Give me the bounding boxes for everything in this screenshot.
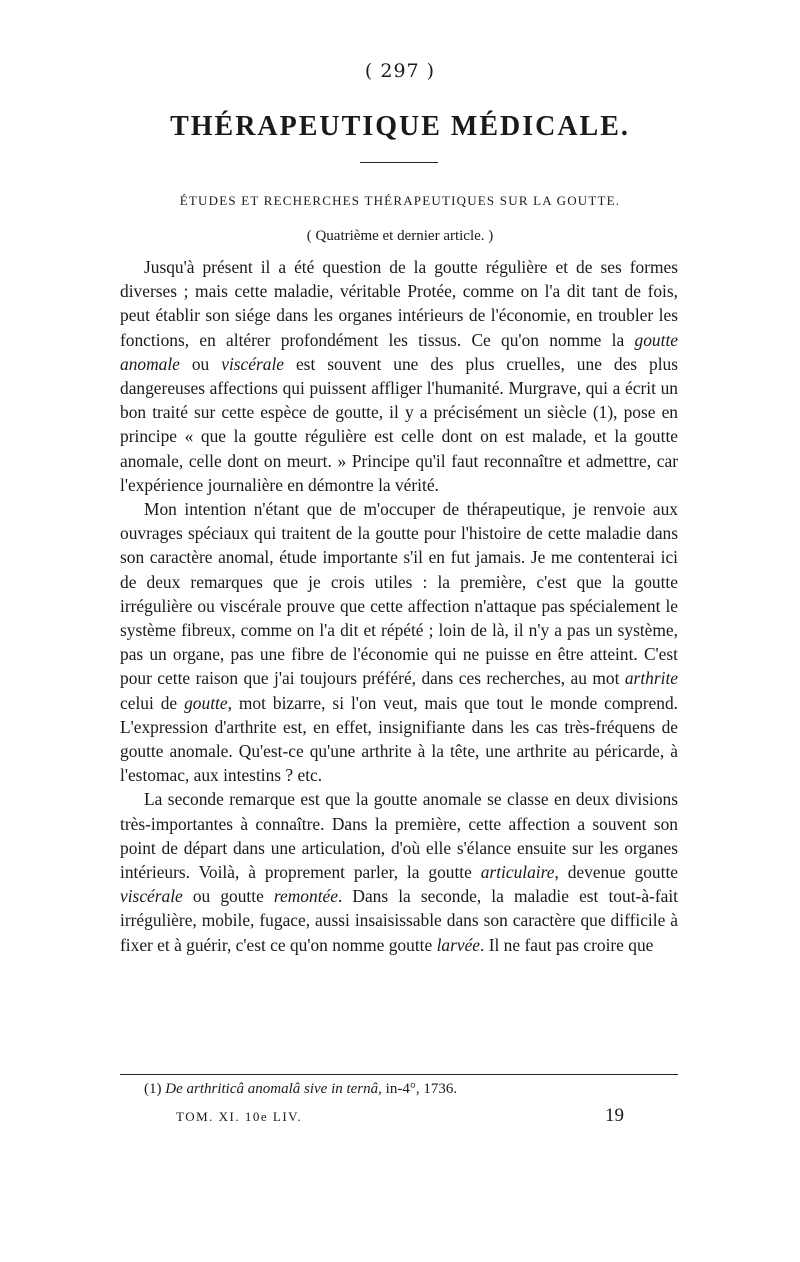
article-note: ( Quatrième et dernier article. )	[306, 228, 494, 244]
italic-term: goutte	[184, 692, 228, 713]
italic-term: remontée	[273, 886, 338, 907]
text-run: Mon intention n'étant que de m'occuper de thérapeutique, je renvoie aux ouvrages spéciaux qui traitent de la goutte pour l'histoire de cette maladie dans son caractère anomal, étude importante s'il en fut jamais. Je me contenterai ici de deux remarques que je crois utiles : la première, c'est que la goutte irrégulière ou viscérale prouve que cette affection n'attaque pas spécialement le système fibreux, comme on l'a dit et répété ; loin de là, il n'y a pas un système, pas un organe, pas une fibre de l'économie qui ne puisse en être atteint. C'est pour cette raison que j'ai toujours préféré, dans ces recherches, au mot	[120, 499, 678, 689]
italic-term: arthrite	[624, 668, 678, 689]
italic-term: larvée	[436, 934, 481, 955]
text-run: , mot bizarre, si l'on veut, mais que tout le monde comprend. L'expression d'arthrite est, en effet, insignifiante dans les cas très-fréquens de goutte anomale. Qu'est-ce qu'une arthrite à la tête, une arthrite au péricarde, à l'estomac, aux intestins ? etc.	[120, 692, 679, 786]
footnote-marker: (1)	[144, 1081, 166, 1097]
paragraph-1	[120, 255, 678, 497]
page-number: ( 297 )	[364, 60, 436, 82]
footnote	[144, 1081, 457, 1098]
italic-term: viscérale	[221, 353, 284, 374]
footnote-divider	[120, 1074, 678, 1075]
signature-line: TOM. XI. 10e LIV.	[176, 1109, 303, 1124]
italic-term: goutte anomale	[120, 329, 678, 374]
footnote-title: De arthriticâ anomalâ sive in ternâ	[165, 1081, 379, 1097]
footnote-rest: , in-4°, 1736.	[378, 1081, 458, 1097]
italic-term: articulaire	[480, 862, 555, 883]
text-run: ou	[179, 353, 222, 374]
text-run: Jusqu'à présent il a été question de la goutte régulière et de ses formes diverses ; mais cette maladie, véritable Protée, comme on l'a dit tant de fois, peut établir son siége dans les organes intérieurs de l'économie, en troubler les fonctions, en altérer profondément les tissus. Ce qu'on nomme la	[120, 257, 678, 350]
section-title: THÉRAPEUTIQUE MÉDICALE.	[170, 111, 630, 142]
text-run: est souvent une des plus cruelles, une des plus dangereuses affections qui puissent affliger l'humanité. Murgrave, qui a écrit un bon traité sur cette espèce de goutte, il y a précisément un siècle (1), pose en principe « que la goutte régulière est celle dont on est malade, et la goutte anomale, celle dont on meurt. » Principe qu'il faut reconnaître et admettre, car l'expérience journalière en démontre la vérité.	[120, 353, 679, 495]
article-body	[120, 255, 678, 957]
paragraph-2	[120, 497, 678, 787]
text-run: ou goutte	[182, 886, 274, 907]
italic-term: viscérale	[120, 886, 183, 907]
text-run: , devenue goutte	[554, 862, 679, 883]
sheet-number: 19	[605, 1105, 624, 1126]
paragraph-3	[120, 787, 678, 956]
text-run: . Dans la seconde, la maladie est tout-à-fait irrégulière, mobile, fugace, aussi insaisissable dans son caractère que difficile à fixer et à guérir, c'est ce qu'on nomme goutte	[120, 886, 679, 955]
text-run: La seconde remarque est que la goutte anomale se classe en deux divisions très-importantes à connaître. Dans la première, cette affection a souvent son point de départ dans une articulation, d'où elle s'élance ensuite sur les organes intérieurs. Voilà, à proprement parler, la goutte	[120, 789, 678, 883]
title-divider	[360, 162, 438, 163]
article-subtitle: ÉTUDES ET RECHERCHES THÉRAPEUTIQUES SUR LA GOUTTE.	[179, 193, 621, 208]
text-run: celui de	[120, 692, 185, 713]
text-run: . Il ne faut pas croire que	[480, 934, 654, 955]
